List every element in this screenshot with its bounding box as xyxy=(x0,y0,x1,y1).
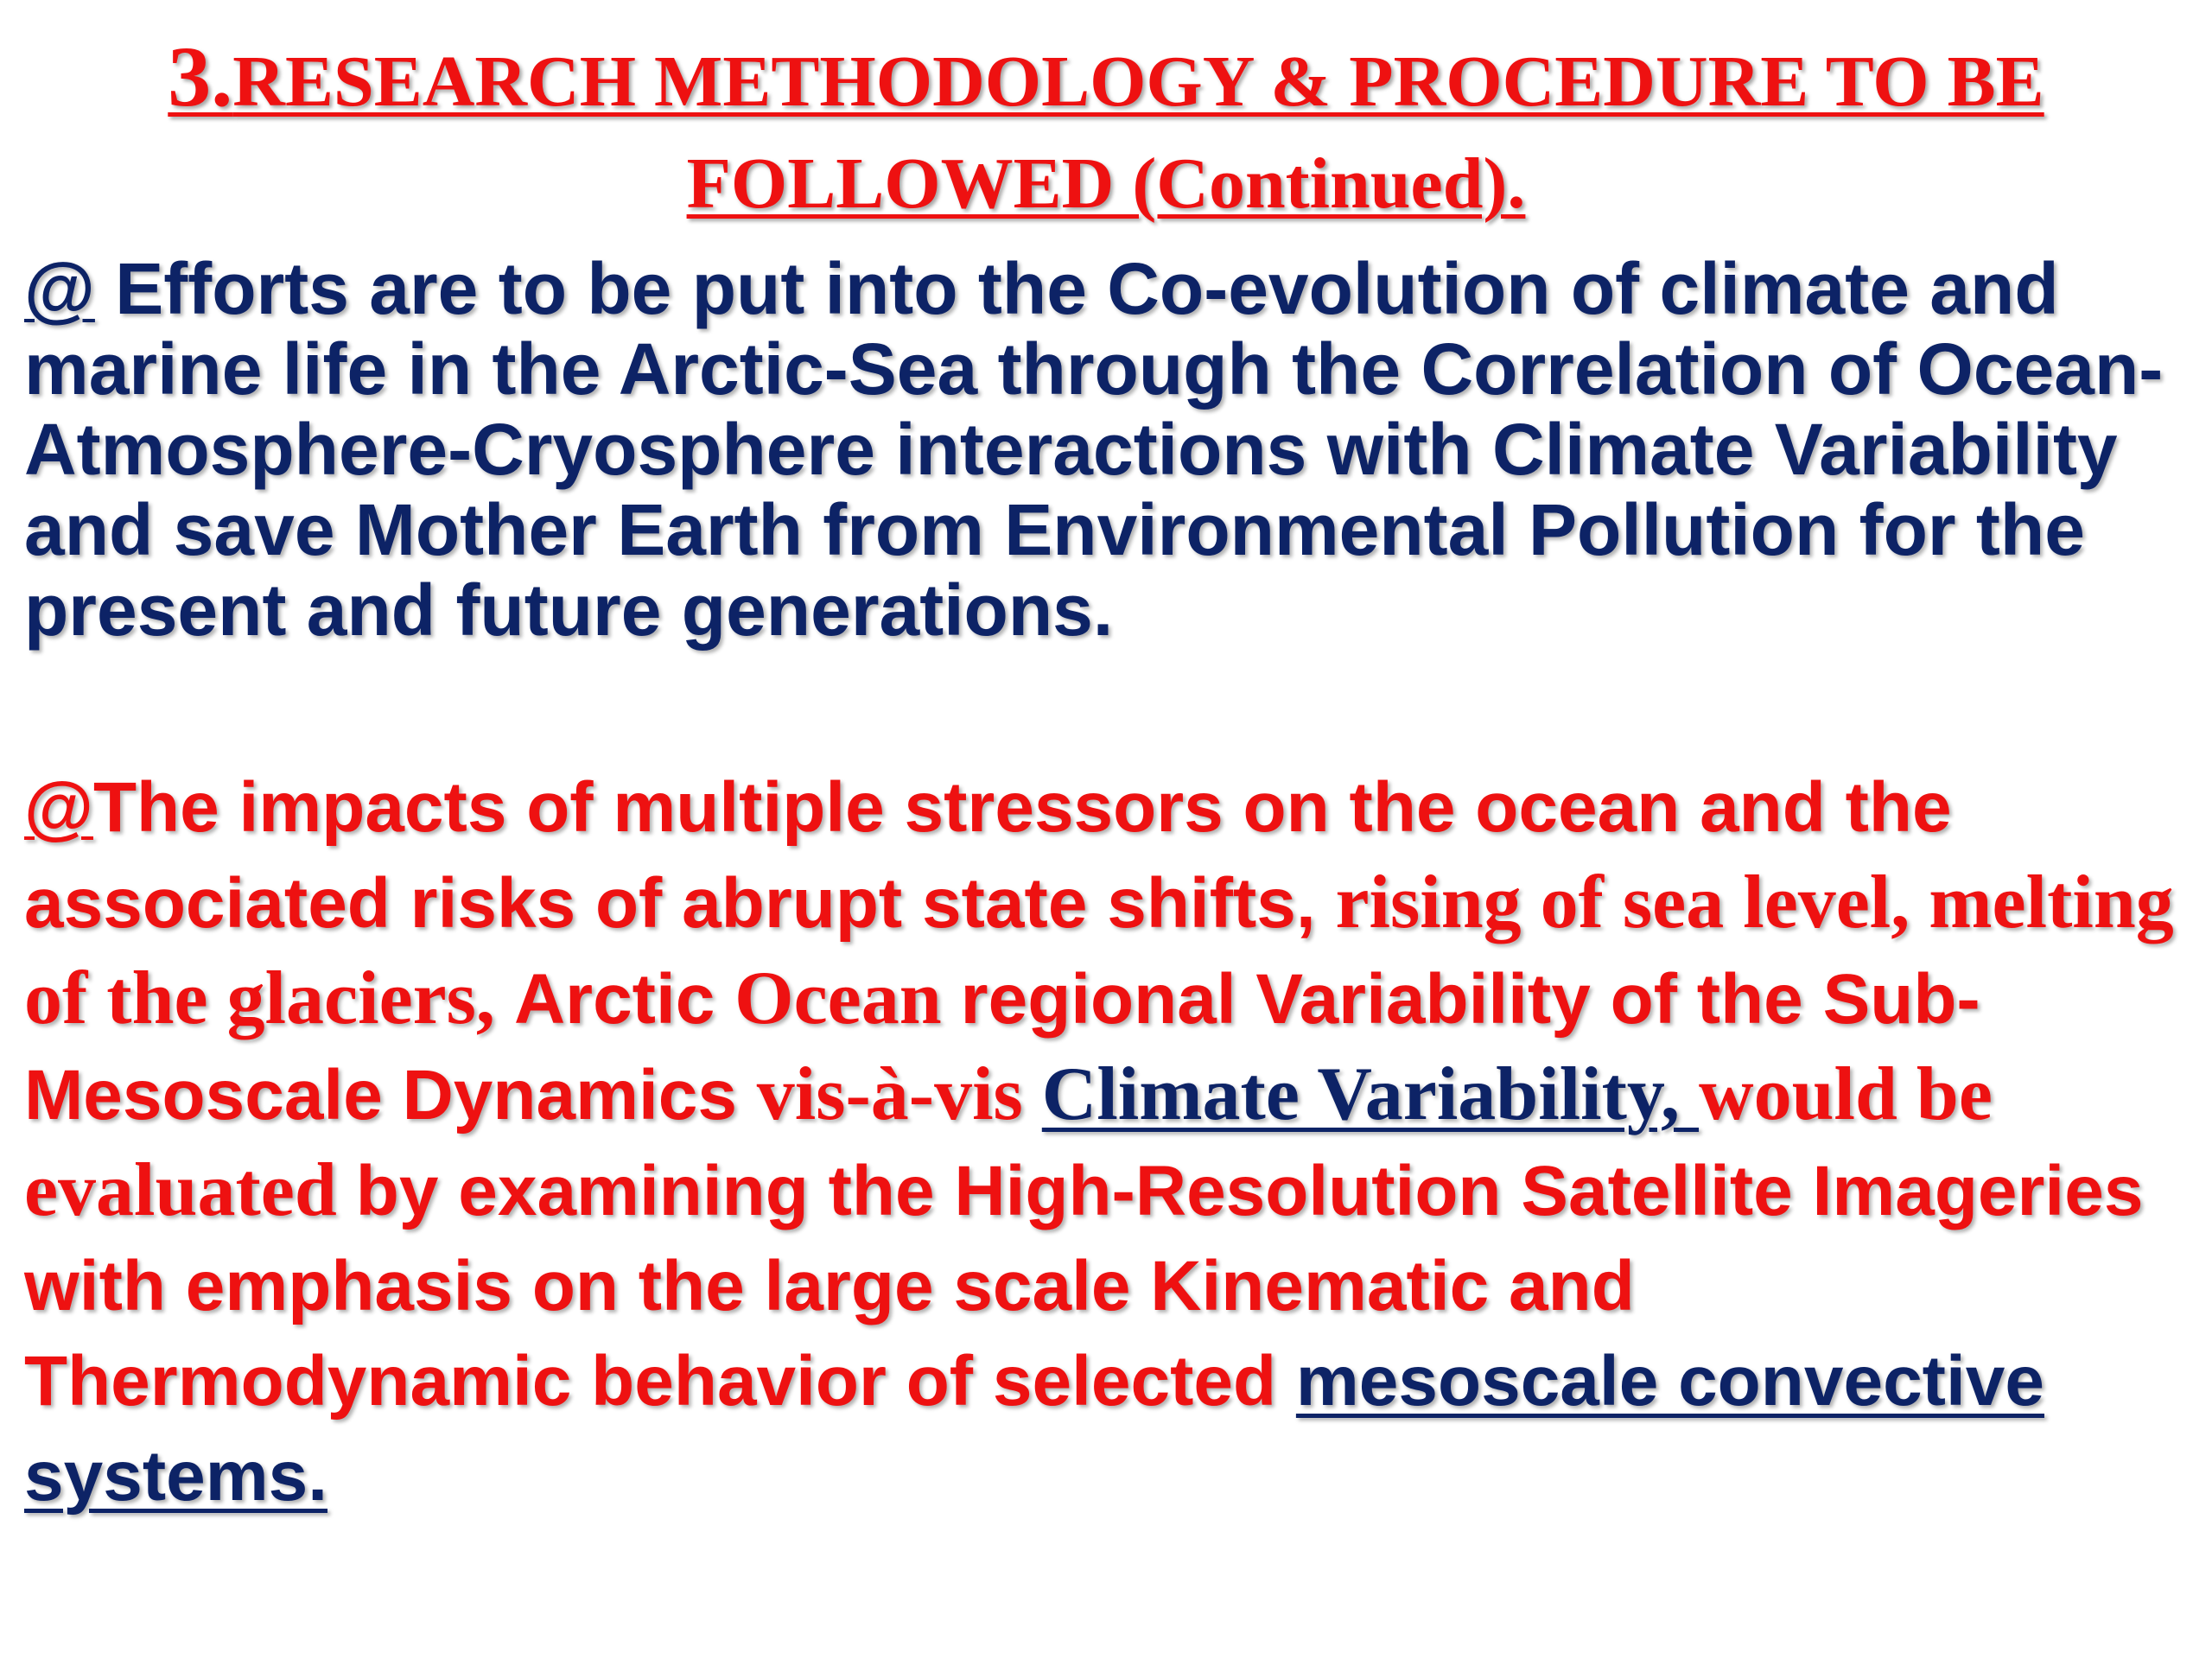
paragraph-2-seg-3: Arctic xyxy=(513,960,735,1039)
title-number: 3. xyxy=(168,29,233,124)
title-line-1 xyxy=(168,29,2044,124)
paragraph-2-seg-1: The impacts of multiple stressors on the ocean and the associated risks of abrupt state shifts, xyxy=(24,768,1952,943)
paragraph-stressors xyxy=(24,760,2184,1524)
paragraph-2-seg-4: Ocean xyxy=(734,957,961,1040)
paragraph-2-seg-6: vis-à-vis xyxy=(756,1052,1042,1136)
paragraph-coevolution xyxy=(24,249,2184,651)
title-line-1-text: RESEARCH METHODOLOGY & PROCEDURE TO BE xyxy=(232,41,2044,122)
title-line-2: FOLLOWED (Continued). xyxy=(686,143,1526,224)
paragraph-1-text: Efforts are to be put into the Co-evolution of climate and marine life in the Arctic-Sea through the Correlation of Ocean-Atmosphere-Cryosphere interactions with Climate Variability and save Mother Earth from Environmental Pollution for the present and future generations. xyxy=(24,248,2164,651)
paragraph-2-seg-8: would be evaluated xyxy=(24,1052,1993,1232)
bullet-at-symbol: @ xyxy=(24,248,95,329)
paragraph-2-mesoscale-systems: mesoscale convective systems. xyxy=(24,1342,2044,1516)
paragraph-2-seg-2: rising of sea level, melting of the glaciers, xyxy=(24,861,2174,1040)
paragraph-2-climate-variability: Climate Variability, xyxy=(1041,1052,1700,1136)
bullet-at-symbol: @ xyxy=(24,768,93,847)
paragraph-2-seg-5: regional Variability of the Sub-Mesoscale Dynamics xyxy=(24,960,1980,1135)
paragraph-2-seg-9: by examining the High-Resolution Satellite Imageries with emphasis on the large scale Kinematic and Thermodynamic behavior of selected xyxy=(24,1152,2144,1421)
slide-title xyxy=(35,26,2177,235)
